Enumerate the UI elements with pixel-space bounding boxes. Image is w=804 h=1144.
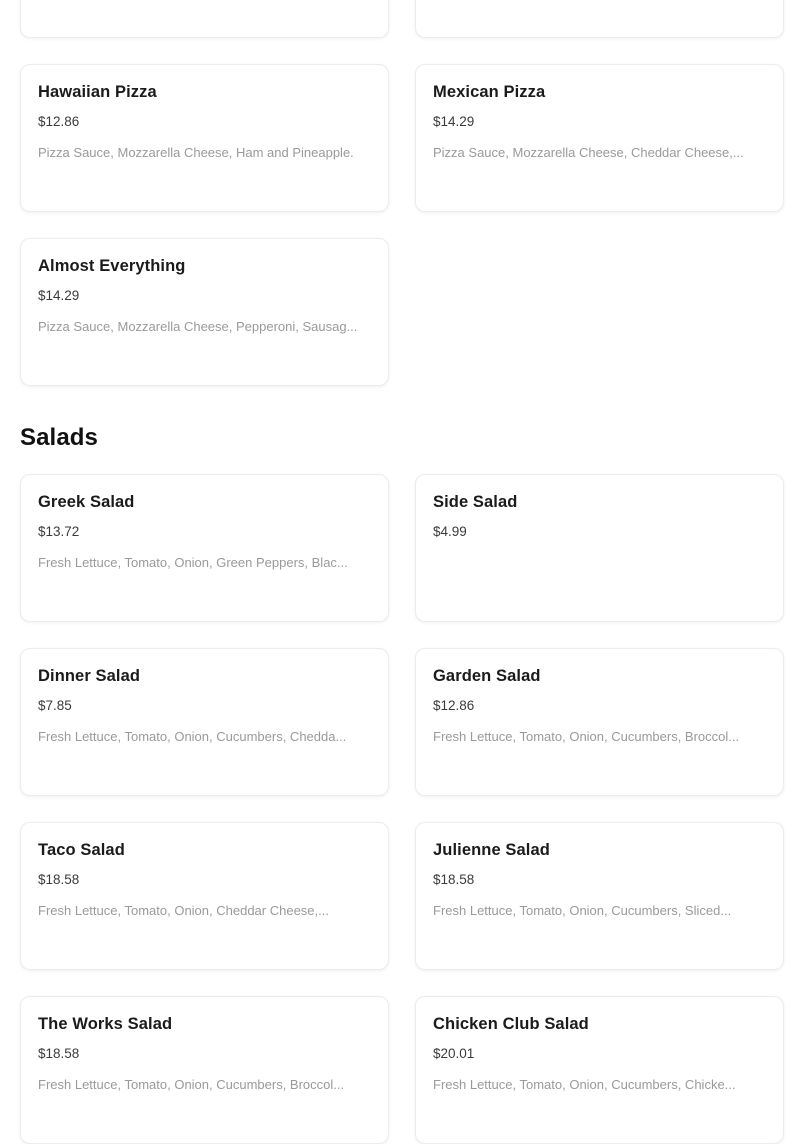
menu-item-price: $4.99 (433, 523, 467, 539)
menu-item-name: Mexican Pizza (433, 83, 546, 101)
menu-item-card[interactable] (20, 0, 389, 38)
menu-item-price: $12.86 (38, 113, 80, 129)
menu-item-card[interactable] (415, 822, 784, 970)
menu-item-description: Pizza Sauce, Mozzarella Cheese, Ham and Pineapple. (38, 144, 354, 160)
menu-item-name: Chicken Club Salad (433, 1015, 589, 1033)
menu-grid-salads (20, 474, 784, 1144)
menu-item-card[interactable] (20, 822, 389, 970)
menu-item-price: $18.58 (433, 871, 475, 887)
menu-item-card[interactable] (20, 64, 389, 212)
menu-item-price: $13.72 (38, 523, 80, 539)
menu-item-price: $20.01 (433, 1045, 475, 1061)
menu-item-name: The Works Salad (38, 1015, 173, 1033)
menu-item-card[interactable] (415, 996, 784, 1144)
section-title-salads: Salads (20, 424, 98, 451)
menu-item-name: Almost Everything (38, 257, 186, 275)
menu-item-card[interactable] (20, 996, 389, 1144)
menu-item-card[interactable] (415, 474, 784, 622)
menu-item-name: Greek Salad (38, 493, 135, 511)
menu-item-price: $14.29 (38, 287, 80, 303)
menu-item-name: Taco Salad (38, 841, 125, 859)
menu-item-name: Julienne Salad (433, 841, 550, 859)
menu-grid-pizzas-top (20, 0, 784, 38)
menu-item-description: Pizza Sauce, Mozzarella Cheese, Cheddar Cheese,... (433, 144, 744, 160)
menu-item-price: $14.29 (433, 113, 475, 129)
menu-item-card[interactable] (20, 474, 389, 622)
menu-item-card[interactable] (20, 238, 389, 386)
menu-grid-pizzas (20, 64, 784, 386)
menu-item-description: Pizza Sauce, Mozzarella Cheese, Pepperoni, Sausag... (38, 318, 358, 334)
menu-item-description: Fresh Lettuce, Tomato, Onion, Cucumbers, Sliced... (433, 902, 732, 918)
menu-item-description: Fresh Lettuce, Tomato, Onion, Cucumbers, Chedda... (38, 728, 347, 744)
menu-item-name: Garden Salad (433, 667, 541, 685)
menu-item-card[interactable] (415, 64, 784, 212)
menu-item-description: Fresh Lettuce, Tomato, Onion, Green Peppers, Blac... (38, 554, 348, 570)
menu-item-price: $18.58 (38, 871, 80, 887)
menu-item-price: $18.58 (38, 1045, 80, 1061)
menu-item-description: Fresh Lettuce, Tomato, Onion, Cheddar Cheese,... (38, 902, 329, 918)
menu-item-description: Fresh Lettuce, Tomato, Onion, Cucumbers, Chicke... (433, 1076, 736, 1092)
menu-item-price: $12.86 (433, 697, 475, 713)
menu-item-description: Fresh Lettuce, Tomato, Onion, Cucumbers, Broccol... (38, 1076, 345, 1092)
menu-item-card[interactable] (415, 0, 784, 38)
menu-item-card[interactable] (20, 648, 389, 796)
menu-item-name: Dinner Salad (38, 667, 141, 685)
menu-item-name: Hawaiian Pizza (38, 83, 157, 101)
menu-item-name: Side Salad (433, 493, 518, 511)
menu-item-description: Fresh Lettuce, Tomato, Onion, Cucumbers, Broccol... (433, 728, 740, 744)
menu-item-price: $7.85 (38, 697, 72, 713)
menu-item-card[interactable] (415, 648, 784, 796)
